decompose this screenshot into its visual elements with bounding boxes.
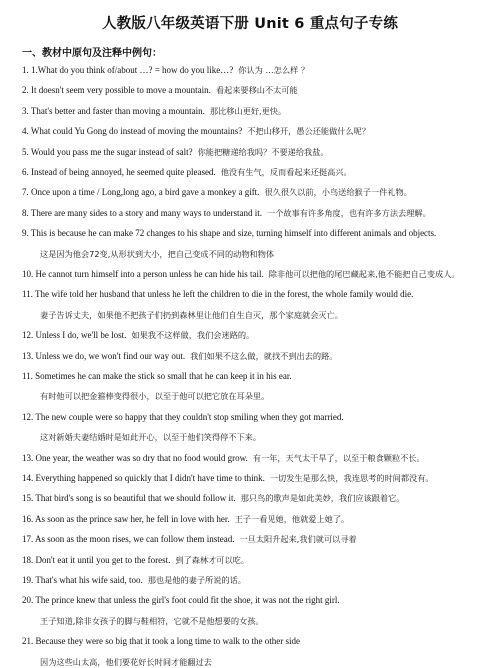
sentence-line (22, 594, 492, 606)
english-sentence: 4. What could Yu Gong do instead of moving the mountains? (22, 126, 243, 136)
english-sentence: 12. Unless I do, we'll be lost. (22, 330, 127, 340)
chinese-translation: 那比移山更好,更快。 (209, 106, 287, 116)
chinese-translation: 一旦太阳升起来,我们就可以寻着 (239, 534, 357, 544)
section-heading: 一、教材中原句及注释中例句： (22, 48, 162, 59)
chinese-translation: 我们如果不这么做，就找不到出去的路。 (190, 351, 338, 361)
english-sentence: 21. Because they were so big that it took a long time to walk to the other side (22, 636, 300, 646)
translation-line: 因为这些山太高，他们要花好长时间才能翻过去 (40, 657, 212, 667)
english-sentence: 10. He cannot turn himself into a person unless he can hide his tail. (22, 269, 264, 279)
chinese-translation: 你认为 …怎么样 ？ (238, 65, 310, 75)
chinese-translation: 看起来要移山不太可能 (215, 85, 298, 95)
sentence-line (22, 554, 492, 566)
chinese-translation: 到了森林才可以吃。 (175, 555, 250, 565)
english-sentence: 2. It doesn't seem very possible to move a mountain. (22, 85, 211, 95)
chinese-translation: 一个故事有许多角度，也有许多方法去理解。 (267, 208, 431, 218)
translation-line: 这对新婚夫妻结婚时是如此开心，以至于他们笑得停不下来。 (40, 432, 262, 442)
sentence-line (22, 268, 492, 280)
english-sentence: 7. Once upon a time / Long,long ago, a bird gave a monkey a gift. (22, 187, 260, 197)
chinese-translation: 如果我不这样做，我们会迷路的。 (131, 330, 255, 340)
chinese-translation: 那只鸟的歌声是如此美妙，我们应该跟着它。 (240, 493, 405, 503)
translation-line: 王子知道,除非女孩子的脚与鞋相符，它就不是他想要的女孩。 (40, 616, 264, 626)
english-sentence: 3. That's better and faster than moving a mountain. (22, 106, 205, 116)
sentence-line (22, 186, 492, 198)
english-sentence: 9. This is because he can make 72 changes to his shape and size, turning himself into different animals and objects. (22, 228, 437, 238)
chinese-translation: 很久很久以前，小鸟送给猴子一件礼物。 (264, 187, 412, 197)
sentence-line (22, 166, 492, 178)
sentence-line (22, 492, 492, 504)
english-sentence: 14. Everything happened so quickly that I didn't have time to think. (22, 473, 265, 483)
english-sentence: 20. The prince knew that unless the girl's foot could fit the shoe, it was not the right girl. (22, 595, 340, 605)
sentence-line (22, 370, 492, 382)
sentence-line (22, 329, 492, 341)
chinese-translation: 王子一看见她，他就爱上她了。 (234, 514, 350, 524)
chinese-translation: 那也是他的妻子所说的话。 (147, 575, 246, 585)
english-sentence: 19. That's what his wife said, too. (22, 575, 143, 585)
sentence-line (22, 227, 492, 239)
translation-line: 这是因为他会72变,从形状到大小，把自己变成不同的动物和物体 (40, 249, 275, 259)
english-sentence: 13. Unless we do, we won't find our way out. (22, 351, 186, 361)
sentence-line (22, 635, 492, 647)
sentence-line (22, 84, 492, 96)
english-sentence: 11. Sometimes he can make the stick so small that he can keep it in his ear. (22, 371, 292, 381)
english-sentence: 5. Would you pass me the sugar instead of salt? (22, 147, 193, 157)
translation-line: 有时他可以把金箍棒变得很小，以至于他可以把它放在耳朵里。 (40, 391, 270, 401)
english-sentence: 13. One year, the weather was so dry that no food would grow. (22, 453, 248, 463)
sentence-line (22, 472, 492, 484)
english-sentence: 11. The wife told her husband that unless he left the children to die in the forest, the whole family would die. (22, 289, 414, 299)
sentence-line (22, 411, 492, 423)
sentence-line (22, 125, 492, 137)
english-sentence: 6. Instead of being annoyed, he seemed quite pleased. (22, 167, 216, 177)
sentence-line (22, 105, 492, 117)
chinese-translation: 一切发生是那么快，我连思考的时间都没有。 (269, 473, 434, 483)
sentence-line (22, 574, 492, 586)
english-sentence: 16. As soon as the prince saw her, he fell in love with her. (22, 514, 230, 524)
sentence-line (22, 64, 492, 76)
english-sentence: 17. As soon as the moon rises, we can follow them instead. (22, 534, 235, 544)
sentence-line (22, 513, 492, 525)
sentence-line (22, 146, 492, 158)
english-sentence: 12. The new couple were so happy that they couldn't stop smiling when they got married. (22, 412, 344, 422)
translation-line: 妻子告诉丈夫，如果他不把孩子们扔到森林里让他们自生自灭，那个家庭就会灭亡。 (40, 310, 343, 320)
sentence-line (22, 350, 492, 362)
sentence-line (22, 452, 492, 464)
chinese-translation: 他没有生气，反而看起来还挺高兴。 (220, 167, 352, 177)
page-title: 人教版八年级英语下册 Unit 6 重点句子专练 (101, 16, 399, 32)
english-sentence: 1. 1.What do you think of/about …? = how do you like…? (22, 65, 234, 75)
chinese-translation: 不把山移开，愚公还能做什么呢？ (247, 126, 371, 136)
english-sentence: 8. There are many sides to a story and many ways to understand it. (22, 208, 263, 218)
sentence-line (22, 533, 492, 545)
chinese-translation: 有一年，天气太干旱了，以至于粮食颗粒不长。 (252, 453, 425, 463)
chinese-translation: 你能把糖递给我吗？不要递给我盐。 (197, 147, 329, 157)
english-sentence: 18. Don't eat it until you get to the forest. (22, 555, 171, 565)
chinese-translation: 除非他可以把他的尾巴藏起来,他不能把自己变成人。 (268, 269, 460, 279)
sentence-line (22, 288, 492, 300)
english-sentence: 15. That bird's song is so beautiful that we should follow it. (22, 493, 236, 503)
sentence-line (22, 207, 492, 219)
